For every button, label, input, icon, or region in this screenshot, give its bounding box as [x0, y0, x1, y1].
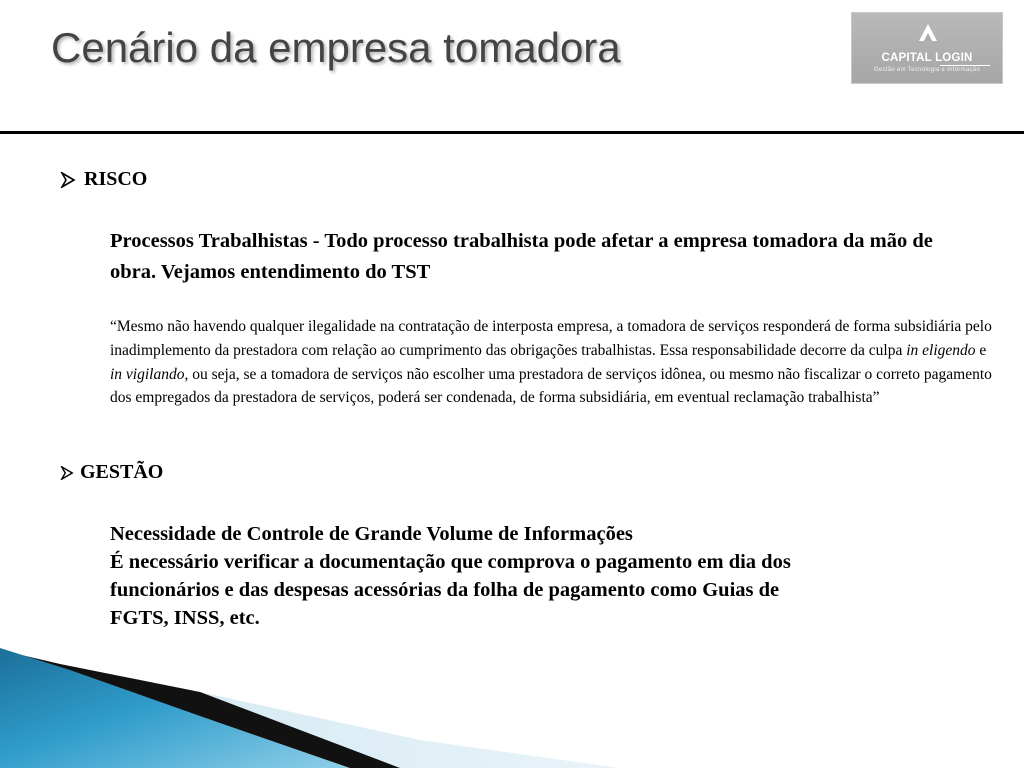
capital-login-mark-icon [919, 24, 937, 42]
quote-italic-vigilando: in vigilando [110, 365, 185, 383]
logo-word-capital: CAPITAL [881, 52, 932, 64]
tst-quote [110, 315, 1000, 410]
capital-login-logo [851, 12, 1003, 84]
decorative-swoosh [0, 630, 620, 768]
gestao-heading: GESTÃO [80, 461, 164, 483]
risco-intro: Processos Trabalhistas - Todo processo trabalhista pode afetar a empresa tomadora da mão de obra. Vejamos entendimento do TST [110, 230, 933, 283]
quote-text-3: , ou seja, se a tomadora de serviços não escolher uma prestadora de serviços idônea, ou mesmo não fiscalizar o correto pagamento dos empregados da prestadora de serviços, poderá ser condenada, de forma subsidiária, em eventual reclamação trabalhista” [110, 365, 992, 407]
logo-word-login: LOGIN [935, 52, 973, 64]
gestao-body [110, 520, 791, 632]
logo-underline [940, 65, 990, 66]
risco-bullet [60, 168, 147, 191]
slide-title: Cenário da empresa tomadora [51, 24, 621, 71]
risco-heading: RISCO [84, 168, 148, 190]
gestao-line-2: É necessário verificar a documentação que comprova o pagamento em dia dos [110, 551, 791, 573]
gestao-line-3: funcionários e das despesas acessórias da folha de pagamento como Guias de [110, 579, 780, 601]
quote-text-1: “Mesmo não havendo qualquer ilegalidade na contratação de interposta empresa, a tomadora de serviços responderá de forma subsidiária pelo inadimplemento da prestadora com relação ao cumprimento das obrigações trabalhistas. Essa responsabilidade decorre da culpa [110, 318, 992, 359]
gestao-line-4: FGTS, INSS, etc. [110, 607, 260, 629]
quote-italic-eligendo: in eligendo [906, 341, 976, 359]
gestao-bullet [60, 461, 163, 484]
title-divider [0, 131, 1024, 134]
logo-wordmark [852, 52, 1002, 64]
logo-tagline: Gestão em Tecnologia e Informação [873, 67, 981, 73]
arrow-bullet-icon [60, 172, 76, 188]
gestao-line-1: Necessidade de Controle de Grande Volume de Informações [110, 523, 633, 545]
arrow-bullet-icon [60, 466, 74, 480]
quote-text-2: e [975, 341, 987, 359]
